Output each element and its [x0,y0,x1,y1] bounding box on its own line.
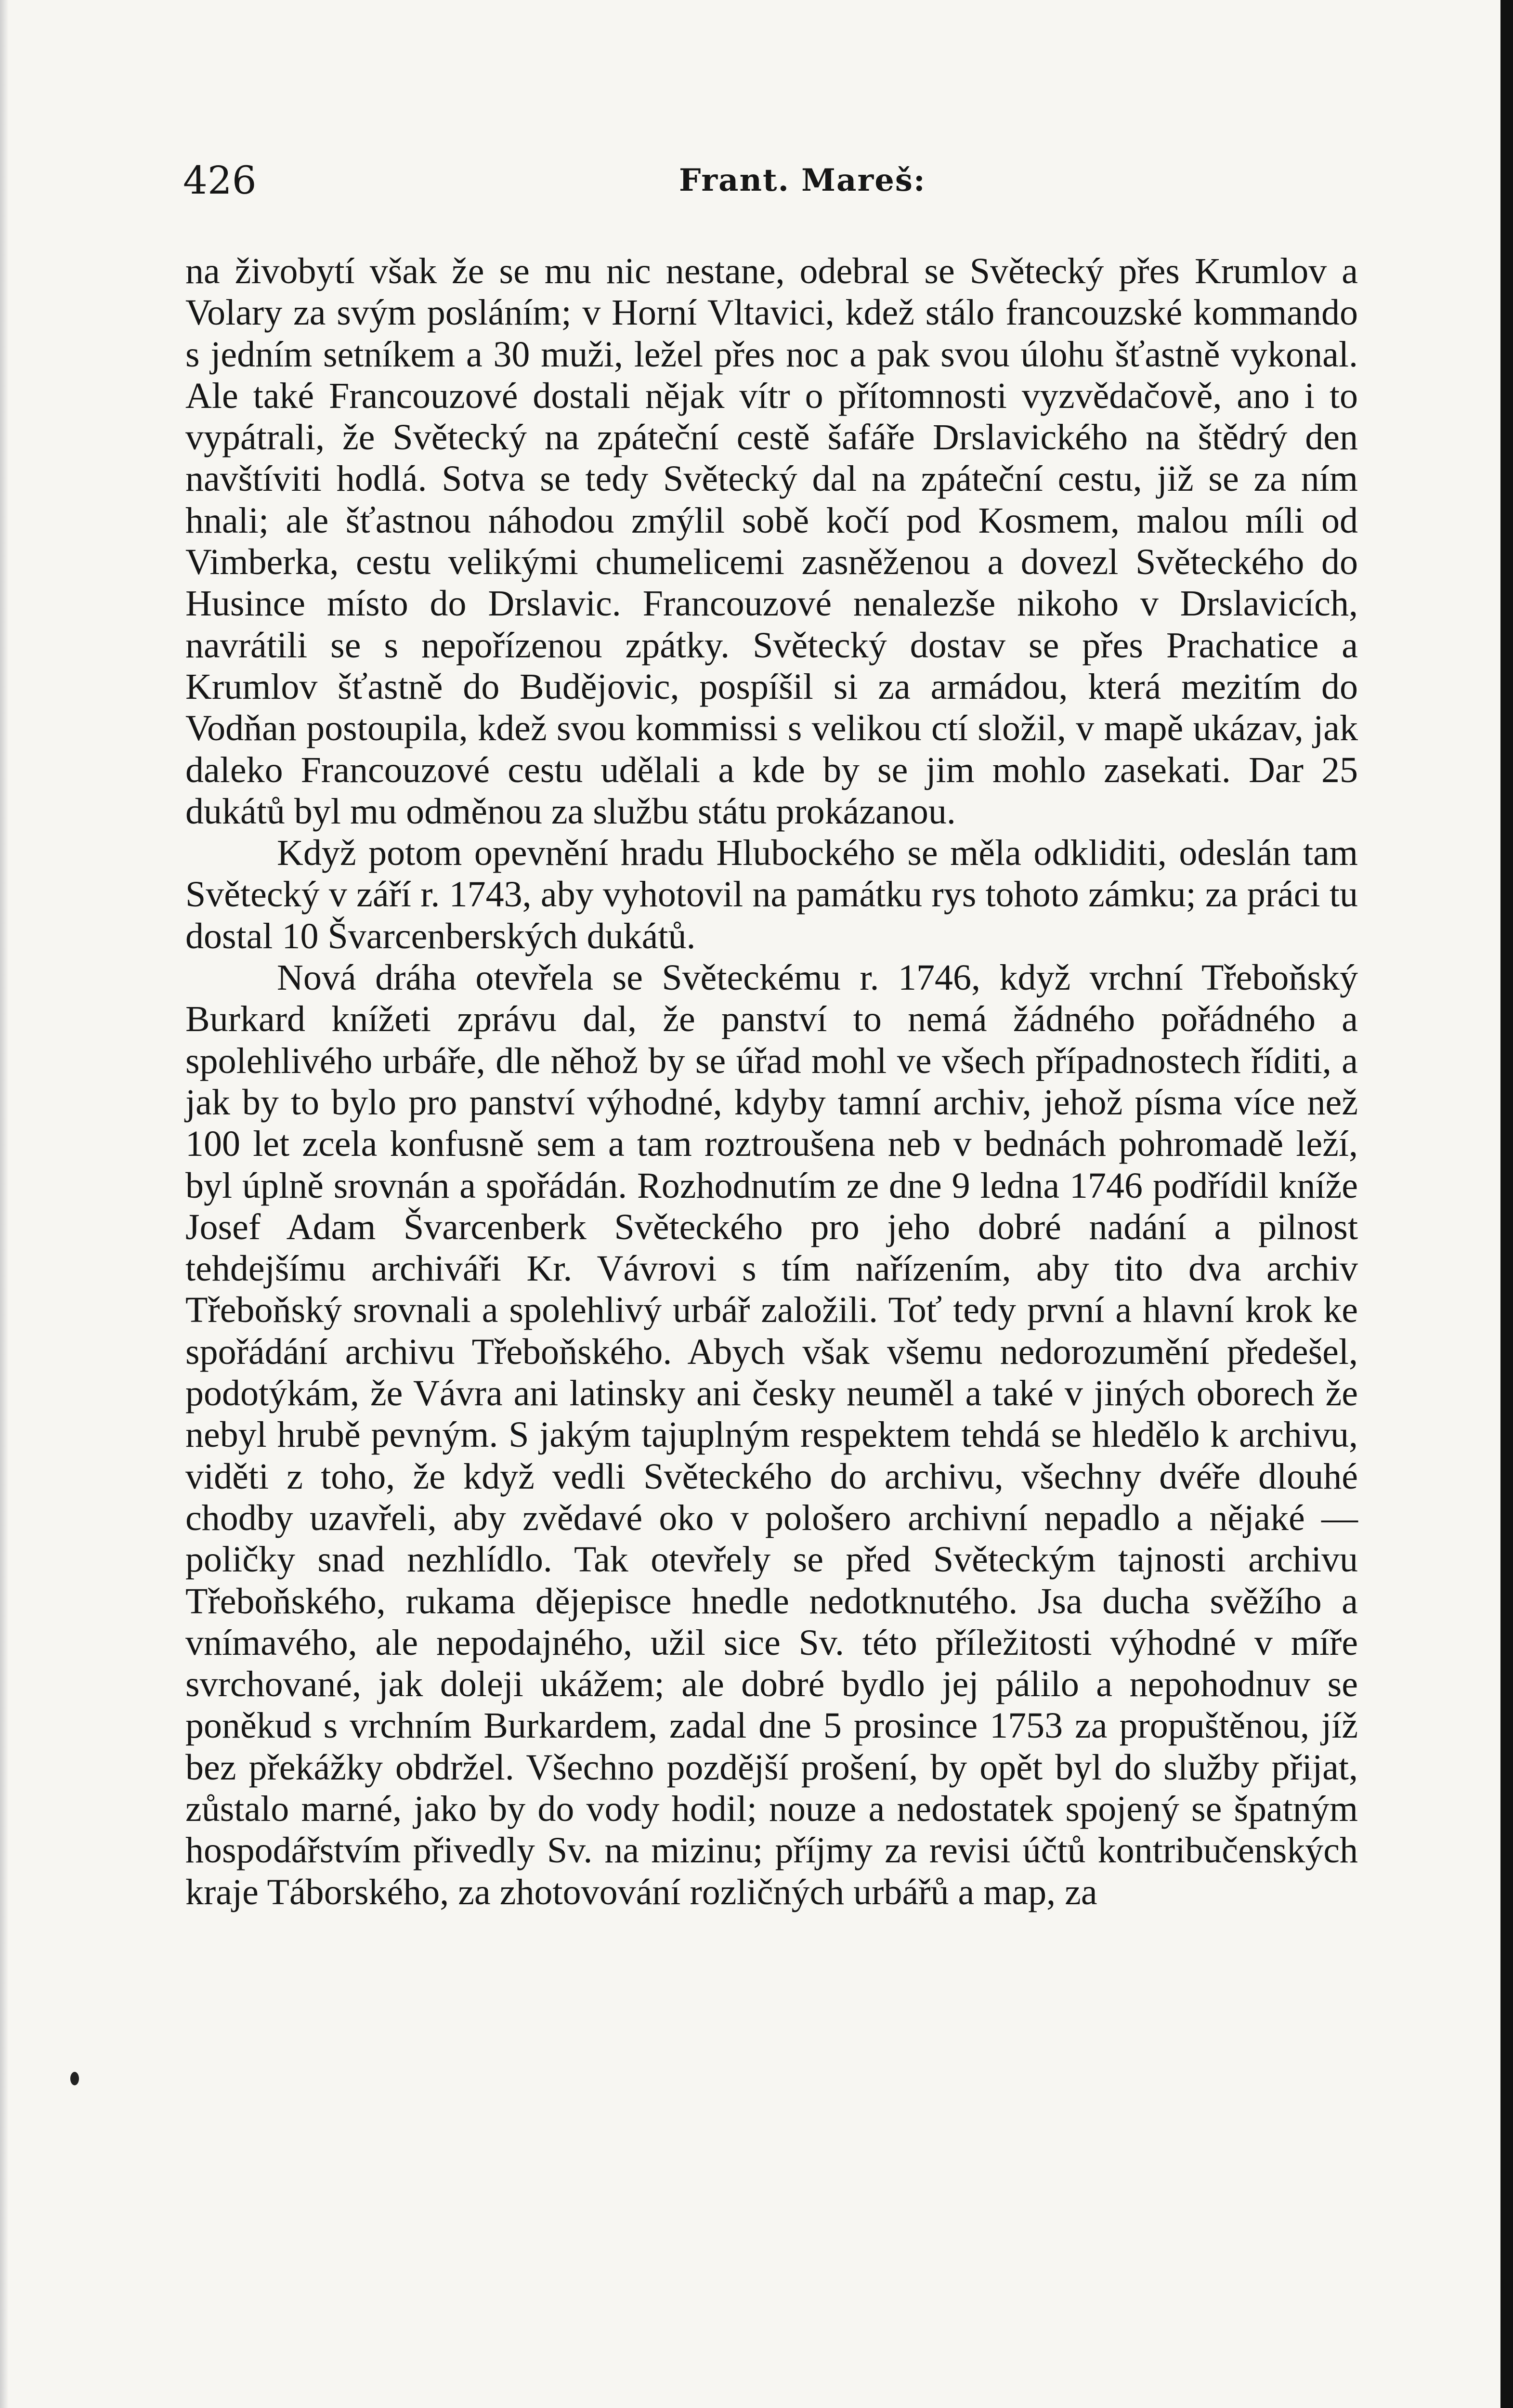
ink-spot [70,2072,79,2085]
paragraph-3: Nová dráha otevřela se Světeckému r. 1746, když vrchní Třeboňský Burkard knížeti zprávu dal, že panství to nemá žádného pořádného a spolehlivého urbáře, dle něhož by se úřad mohl ve všech případnostech říditi, a jak by to bylo pro panství výhodné, kdyby tamní archiv, jehož písma více než 100 let zcela konfusně sem a tam roztroušena neb v bednách pohromadě leží, byl úplně srovnán a spořádán. Rozhodnutím ze dne 9 ledna 1746 podřídil kníže Josef Adam Švarcenberk Světeckého pro jeho dobré nadání a pilnost tehdejšímu archiváři Kr. Vávrovi s tím nařízením, aby tito dva archiv Třeboňský srovnali a spolehlivý urbář založili. Toť tedy první a hlavní krok ke spořádání archivu Třeboňského. Abych však všemu nedorozumění předešel, podotýkám, že Vávra ani latinsky ani česky neuměl a také v jiných oborech že nebyl hrubě pevným. S jakým tajuplným respektem tehdá se hledělo k archivu, viděti z toho, že když vedli Světeckého do archivu, všechny dvéře dlouhé chodby uzavřeli, aby zvědavé oko v pološero archivní nepadlo a nějaké — poličky snad nezhlídlo. Tak otevřely se před Světeckým tajnosti archivu Třeboňského, rukama dějepisce hnedle nedotknutého. Jsa ducha svěžího a vnímavého, ale nepodajného, užil sice Sv. této příležitosti výhodné v míře svrchované, jak doleji ukážem; ale dobré bydlo jej pálilo a nepohodnuv se poněkud s vrchním Burkardem, zadal dne 5 prosince 1753 za propuštěnou, jíž bez překážky obdržel. Všechno pozdější prošení, by opět byl do služby přijat, zůstalo marné, jako by do vody hodil; nouze a nedostatek spojený se špatným hospodářstvím přivedly Sv. na mizinu; příjmy za revisi účtů kontribučenských kraje Táborského, za zhotovování rozličných urbářů a map, za [185,957,1358,1912]
page-header [183,154,1358,207]
paragraph-2: Když potom opevnění hradu Hlubockého se měla odkliditi, odeslán tam Světecký v září r. 1743, aby vyhotovil na památku rys tohoto zámku; za práci tu dostal 10 Švarcenberských dukátů. [185,833,1358,956]
running-head: Frant. Mareš: [679,162,926,198]
page-edge-left [0,0,9,2408]
page-number: 426 [183,158,257,203]
body-text [185,250,1358,1913]
page-edge-right [1500,0,1513,2408]
paragraph-1: na živobytí však že se mu nic nestane, odebral se Světecký přes Krumlov a Volary za svým posláním; v Horní Vltavici, kdež stálo francouzské kommando s jedním setníkem a 30 muži, ležel přes noc a pak svou úlohu šťastně vykonal. Ale také Francouzové dostali nějak vítr o přítomnosti vyzvědačově, ano i to vypátrali, že Světecký na zpáteční cestě šafáře Drslavického na štědrý den navštíviti hodlá. Sotva se tedy Světecký dal na zpáteční cestu, již se za ním hnali; ale šťastnou náhodou zmýlil sobě kočí pod Kosmem, malou míli od Vimberka, cestu velikými chumelicemi zasněženou a dovezl Světeckého do Husince místo do Drslavic. Francouzové nenalezše nikoho v Drslavicích, navrátili se s nepořízenou zpátky. Světecký dostav se přes Prachatice a Krumlov šťastně do Budějovic, pospíšil si za armádou, která mezitím do Vodňan postoupila, kdež svou kommissi s velikou ctí složil, v mapě ukázav, jak daleko Francouzové cestu udělali a kde by se jim mohlo zasekati. Dar 25 dukátů byl mu odměnou za službu státu prokázanou. [185,251,1358,832]
